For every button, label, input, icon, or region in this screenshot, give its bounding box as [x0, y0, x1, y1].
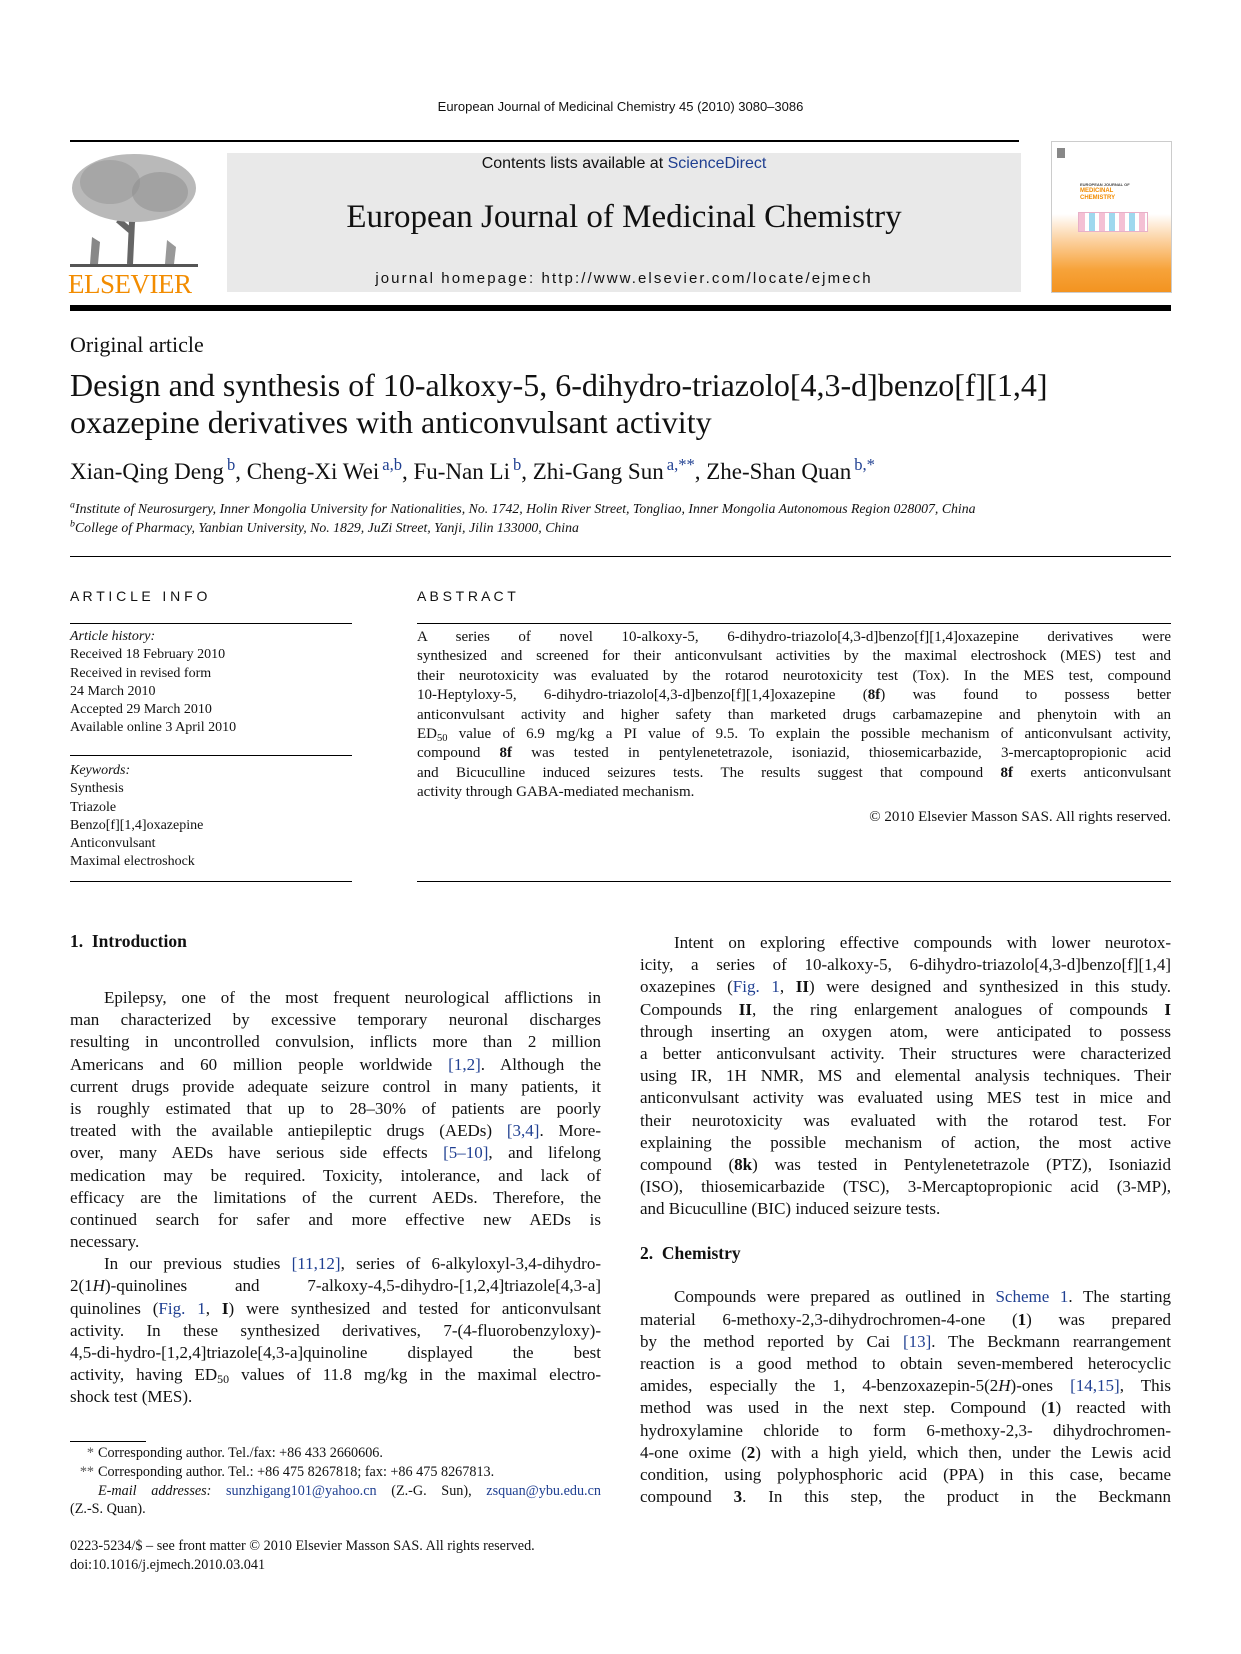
text-run: compound	[417, 745, 500, 762]
text-run: ,	[779, 977, 796, 997]
keyword: Triazole	[70, 799, 117, 815]
text-line: condition, using polyphosphoric acid (PPA) in this case, became	[640, 1464, 1171, 1484]
elsevier-tree-icon	[70, 152, 200, 270]
text-line	[640, 1375, 1171, 1397]
text-line	[70, 1275, 601, 1297]
text-run: )-quinolines and 7-alkoxy-4,5-dihydro-[1,2,4]triazole[4,3-a]	[104, 1276, 601, 1296]
text-line: necessary.	[70, 1232, 140, 1252]
reference-link[interactable]: [3,4]	[506, 1121, 540, 1141]
author-name: Zhe-Shan Quan	[706, 459, 852, 484]
paragraph	[70, 1253, 601, 1408]
affiliations	[70, 500, 976, 537]
footnote-text: Corresponding author. Tel./fax: +86 433 2660606.	[98, 1445, 383, 1461]
text-line	[417, 744, 1171, 763]
text-run: 2(1	[70, 1276, 93, 1296]
compound-label: 8k	[734, 1154, 753, 1174]
author-affiliation-mark[interactable]: b,*	[854, 455, 875, 475]
left-column	[70, 931, 601, 1409]
reference-link[interactable]: [5–10]	[443, 1143, 489, 1163]
doi-link[interactable]: doi:10.1016/j.ejmech.2010.03.041	[70, 1556, 266, 1573]
contents-prefix: Contents lists available at	[481, 155, 668, 172]
info-rule	[70, 881, 352, 882]
journal-banner	[227, 153, 1021, 292]
reference-link[interactable]: [11,12]	[291, 1254, 341, 1274]
keyword: Maximal electroshock	[70, 854, 195, 870]
text-line	[640, 1331, 1171, 1353]
text-line: hydroxylamine chloride to form 6-methoxy-2,3- dihydrochromen-	[640, 1420, 1171, 1440]
affiliation-mark: a	[70, 499, 75, 511]
elsevier-wordmark: ELSEVIER	[68, 269, 192, 299]
compound-label: 1	[1046, 1398, 1056, 1418]
text-line: a better anticonvulsant activity. Their structures were characterized	[640, 1043, 1171, 1063]
article-title	[70, 367, 1048, 441]
text-run: material 6-methoxy-2,3-dihydrochromen-4-one (	[640, 1309, 1018, 1329]
text-line: icity, a series of 10-alkoxy-5, 6-dihydro-triazolo[4,3-d]benzo[f][1,4]	[640, 955, 1171, 975]
text-run: , and lifelong	[488, 1143, 601, 1163]
text-run: ) were designed and synthesized in this study.	[808, 977, 1172, 997]
text-line: continued search for safer and more effective new AEDs is	[70, 1209, 601, 1229]
compound-label: 2	[746, 1442, 756, 1462]
author-list	[70, 455, 875, 485]
abstract-rule	[417, 881, 1171, 882]
compound-label: II	[795, 977, 809, 997]
text-line: through inserting an oxygen atom, were anticipated to possess	[640, 1021, 1171, 1041]
compound-label: 3	[733, 1487, 743, 1507]
author-name: Cheng-Xi Wei	[246, 459, 380, 484]
compound-label: I	[221, 1298, 229, 1318]
cover-lettering-line: CHEMISTRY	[1080, 195, 1116, 201]
text-line: reaction is a good method to obtain seven-membered heterocyclic	[640, 1354, 1171, 1373]
reference-link[interactable]: [1,2]	[448, 1054, 481, 1074]
sciencedirect-link[interactable]: ScienceDirect	[667, 155, 767, 172]
text-run: , series of 6-alkyloxyl-3,4-dihydro-	[340, 1254, 601, 1274]
author-affiliation-mark[interactable]: b	[226, 455, 236, 475]
compound-label: 8f	[1000, 764, 1014, 781]
author-separator: ,	[402, 459, 414, 484]
reference-link[interactable]: [13]	[902, 1331, 932, 1351]
history-item: Received 18 February 2010	[70, 647, 226, 663]
keywords	[70, 762, 203, 872]
elsevier-logo[interactable]	[70, 152, 200, 297]
text-line: shock test (MES).	[70, 1387, 193, 1407]
text-line	[70, 1364, 601, 1386]
text-run: was tested in pentylenetetrazole, isoniazid, thiosemicarbazide, 3-mercaptopropionic acid	[512, 745, 1171, 762]
text-line: using IR, 1H NMR, MS and elemental analysis techniques. Their	[640, 1066, 1171, 1086]
text-line: anticonvulsant activity was evaluated using MES test in mice and	[640, 1088, 1171, 1108]
text-line	[640, 1286, 1171, 1308]
text-run: ) was tested in Pentylenetetrazole (PTZ), Isoniazid	[752, 1154, 1171, 1174]
text-line	[640, 1309, 1171, 1331]
author-affiliation-mark[interactable]: b	[512, 455, 522, 475]
text-line: their neurotoxicity was evaluated with the rotarod test. For	[640, 1110, 1171, 1130]
text-run: values of 11.8 mg/kg in the maximal electro-	[229, 1365, 601, 1385]
paragraph	[640, 932, 1171, 1220]
text-line: current drugs provide adequate seizure control in many patients, it	[70, 1076, 601, 1096]
top-rule	[70, 140, 1019, 142]
text-line: Epilepsy, one of the most frequent neurological afflictions in	[104, 988, 601, 1007]
text-line	[640, 976, 1171, 998]
footnote-rule	[70, 1441, 146, 1442]
text-run: treated with the available antiepileptic drugs (AEDs)	[70, 1121, 507, 1141]
text-line: (ISO), thiosemicarbazide (TSC), 3-Mercaptopropionic acid (3-MP),	[640, 1177, 1171, 1197]
text-run: 4-one oxime (	[640, 1442, 747, 1462]
subscript: 50	[437, 732, 448, 744]
journal-homepage-link[interactable]: journal homepage: http://www.elsevier.com/locate/ejmech	[375, 270, 873, 287]
keyword: Anticonvulsant	[70, 836, 156, 852]
text-line	[70, 1142, 601, 1164]
article-history	[70, 628, 236, 738]
text-run: ,	[205, 1298, 222, 1318]
affiliation-a	[70, 500, 976, 519]
text-line: activity. In these synthesized derivatives, 7-(4-fluorobenzyloxy)-	[70, 1320, 601, 1340]
title-line: oxazepine derivatives with anticonvulsant activity	[70, 404, 712, 440]
text-line	[640, 1486, 1171, 1508]
text-run: compound (	[640, 1154, 735, 1174]
footnote	[70, 1463, 601, 1482]
header-rule	[70, 556, 1171, 557]
text-run: over, many AEDs have serious side effects	[70, 1143, 444, 1163]
text-line: 4,5-di-hydro-[1,2,4]triazole[4,3-a]quinoline displayed the best	[70, 1343, 601, 1362]
text-line: man characterized by excessive temporary neuronal discharges	[70, 1010, 601, 1030]
affiliation-b	[70, 519, 976, 538]
reference-link[interactable]: Fig. 1	[732, 977, 780, 997]
text-run: exerts anticonvulsant	[1013, 764, 1172, 781]
footnote-mark: **	[79, 1463, 94, 1480]
author-name: Fu-Nan Li	[413, 459, 510, 484]
history-item: Accepted 29 March 2010	[70, 702, 212, 718]
keywords-label: Keywords:	[70, 763, 131, 778]
history-item: 24 March 2010	[70, 683, 156, 699]
abstract-text	[417, 628, 1171, 803]
text-run: . In this step, the product in the Beckmann	[742, 1487, 1171, 1507]
text-run: method was used in the next step. Compound (	[640, 1398, 1047, 1418]
text-line: explaining the possible mechanism of action, the most active	[640, 1132, 1171, 1152]
contents-line	[227, 155, 1021, 173]
author-name: Xian-Qing Deng	[70, 459, 224, 484]
paragraph	[70, 987, 601, 1253]
footnote-text: Corresponding author. Tel.: +86 475 8267818; fax: +86 475 8267813.	[98, 1463, 495, 1480]
text-line	[417, 764, 1171, 783]
issn-line: 0223-5234/$ – see front matter © 2010 Elsevier Masson SAS. All rights reserved.	[70, 1538, 535, 1555]
copyright: © 2010 Elsevier Masson SAS. All rights reserved.	[869, 809, 1171, 825]
compound-label: 8f	[499, 745, 513, 762]
text-line: and Bicuculline (BIC) induced seizure tests.	[640, 1199, 941, 1219]
email-link[interactable]: sunzhigang101@yahoo.cn	[226, 1482, 377, 1499]
history-item: Available online 3 April 2010	[70, 720, 237, 736]
text-line	[640, 1442, 1171, 1464]
cover-graphic	[1078, 212, 1148, 232]
compound-label: 8f	[867, 687, 881, 704]
text-line: resulting in uncontrolled convulsion, inflicts more than 2 million	[70, 1032, 601, 1052]
text-line: A series of novel 10-alkoxy-5, 6-dihydro-triazolo[4,3-d]benzo[f][1,4]oxazepine derivatives were	[417, 629, 1171, 645]
reference-link[interactable]: Fig. 1	[158, 1298, 206, 1318]
email-link[interactable]: zsquan@ybu.edu.cn	[486, 1482, 601, 1499]
text-run: . Although the	[480, 1054, 601, 1074]
text-line: synthesized and screened for their anticonvulsant activities by the maximal electroshock (MES) test and	[417, 648, 1171, 665]
compound-label: II	[738, 999, 752, 1019]
article-info-heading: A R T I C L E I N F O	[70, 588, 208, 604]
italic-text: H	[92, 1276, 105, 1296]
history-label: Article history:	[70, 629, 156, 644]
right-column	[640, 932, 1171, 1508]
text-run: 10-Heptyloxy-5, 6-dihydro-triazolo[4,3-d]benzo[f][1,4]oxazepine (	[417, 687, 868, 704]
text-run: amides, especially the 1, 4-benzoxazepin-5(2	[640, 1376, 999, 1396]
text-line	[417, 725, 1171, 744]
email-owner: (Z.-S. Quan).	[70, 1501, 146, 1518]
text-line	[70, 1054, 601, 1076]
text-run: quinolines (	[70, 1298, 159, 1318]
author-separator: ,	[235, 459, 247, 484]
author-separator: ,	[694, 459, 707, 484]
text-line: Intent on exploring effective compounds with lower neurotox-	[674, 933, 1171, 952]
affiliation-text: College of Pharmacy, Yanbian University, No. 1829, JuZi Street, Yanji, Jilin 133000, China	[74, 519, 579, 535]
footnote	[70, 1444, 601, 1463]
text-run: )-ones	[1010, 1376, 1071, 1396]
text-run: . More-	[539, 1121, 602, 1141]
email-line	[70, 1482, 601, 1501]
abstract-rule	[417, 623, 1171, 624]
masthead-thick-rule	[70, 305, 1171, 311]
text-line: their neurotoxicity was evaluated by the rotarod neurotoxicity test (Tox). In the MES test, compound	[417, 667, 1171, 684]
author-affiliation-mark[interactable]: a,b	[382, 455, 402, 475]
text-line	[640, 1154, 1171, 1176]
text-run: oxazepines (	[640, 977, 733, 997]
paragraph	[640, 1286, 1171, 1508]
text-line	[70, 1298, 601, 1320]
text-run: ) was prepared	[1026, 1309, 1171, 1329]
text-run: ED	[417, 725, 437, 742]
text-line	[417, 686, 1171, 705]
footnotes	[70, 1444, 601, 1575]
cover-lettering-line: MEDICINAL	[1080, 188, 1114, 194]
text-line: efficacy are the limitations of the current AEDs. Therefore, the	[70, 1187, 601, 1207]
affiliation-mark: b	[70, 517, 75, 529]
text-run: ) was found to possess better	[880, 687, 1171, 704]
text-run: and Bicuculline induced seizures tests. The results suggest that compound	[417, 764, 1001, 781]
text-line	[640, 999, 1171, 1021]
subscript: 50	[217, 1372, 230, 1387]
text-run: , This	[1119, 1376, 1171, 1396]
text-run: In our previous studies	[104, 1254, 292, 1274]
author-affiliation-mark[interactable]: a,**	[666, 455, 695, 475]
email-label: E-mail addresses:	[98, 1482, 212, 1499]
reference-link[interactable]: Scheme 1	[995, 1287, 1069, 1307]
text-run: by the method reported by Cai	[640, 1331, 903, 1351]
compound-label: 1	[1017, 1309, 1027, 1329]
cover-lettering	[1080, 182, 1130, 202]
text-line	[70, 1253, 601, 1275]
reference-link[interactable]: [14,15]	[1070, 1376, 1120, 1396]
text-run: activity, having ED	[70, 1365, 218, 1385]
text-line: anticonvulsant activity and higher safety than marketed drugs carbamazepine and phenytoin with an	[417, 706, 1171, 723]
text-run: . The Beckmann rearrangement	[931, 1331, 1171, 1351]
italic-text: H	[998, 1376, 1011, 1396]
text-run: , the ring enlargement analogues of compounds	[751, 999, 1165, 1019]
text-line: is roughly estimated that up to 28–30% of patients are poorly	[70, 1098, 601, 1118]
text-run: Compounds were prepared as outlined in	[674, 1287, 996, 1307]
author-separator: ,	[521, 459, 533, 484]
running-header: European Journal of Medicinal Chemistry 45 (2010) 3080–3086	[437, 99, 804, 114]
text-run: compound	[640, 1487, 734, 1507]
history-item: Received in revised form	[70, 665, 212, 681]
cover-elsevier-icon	[1057, 148, 1065, 158]
text-run: value of 6.9 mg/kg a PI value of 9.5. To explain the possible mechanism of anticonvulsant activity,	[447, 725, 1171, 742]
text-run: ) with a high yield, which then, under the Lewis acid	[755, 1442, 1171, 1462]
journal-name: European Journal of Medicinal Chemistry	[346, 199, 902, 235]
abstract-heading: A B S T R A C T	[417, 588, 516, 604]
title-line: Design and synthesis of 10-alkoxy-5, 6-dihydro-triazolo[4,3-d]benzo[f][1,4]	[70, 367, 1048, 403]
text-line: activity through GABA-mediated mechanism.	[417, 784, 695, 801]
text-line: medication may be required. Toxicity, intolerance, and lack of	[70, 1165, 601, 1185]
text-run: ) were synthesized and tested for anticonvulsant	[228, 1298, 601, 1318]
footnote-mark: *	[86, 1445, 94, 1461]
section-heading-introduction: 1. Introduction	[70, 931, 187, 951]
text-line	[70, 1120, 601, 1142]
email-owner: (Z.-G. Sun),	[376, 1482, 487, 1499]
info-rule	[70, 623, 352, 624]
text-run: ) reacted with	[1055, 1398, 1172, 1418]
article-type: Original article	[70, 332, 204, 357]
keyword: Synthesis	[70, 781, 124, 797]
author-name: Zhi-Gang Sun	[532, 459, 664, 484]
text-run: Compounds	[640, 999, 739, 1019]
text-line	[640, 1397, 1171, 1419]
text-run: Americans and 60 million people worldwide	[70, 1054, 449, 1074]
section-heading-chemistry: 2. Chemistry	[640, 1243, 741, 1264]
info-rule	[70, 755, 352, 756]
keyword: Benzo[f][1,4]oxazepine	[70, 817, 204, 833]
journal-cover-thumbnail[interactable]	[1051, 141, 1172, 293]
affiliation-text: Institute of Neurosurgery, Inner Mongolia University for Nationalities, No. 1742, Holin River Street, Tongliao, Inner Mongolia Autonomous Region 028007, China	[74, 501, 976, 516]
text-run: . The starting	[1068, 1287, 1171, 1307]
cover-lettering-line: EUROPEAN JOURNAL OF	[1080, 182, 1130, 187]
compound-label: I	[1164, 999, 1171, 1019]
